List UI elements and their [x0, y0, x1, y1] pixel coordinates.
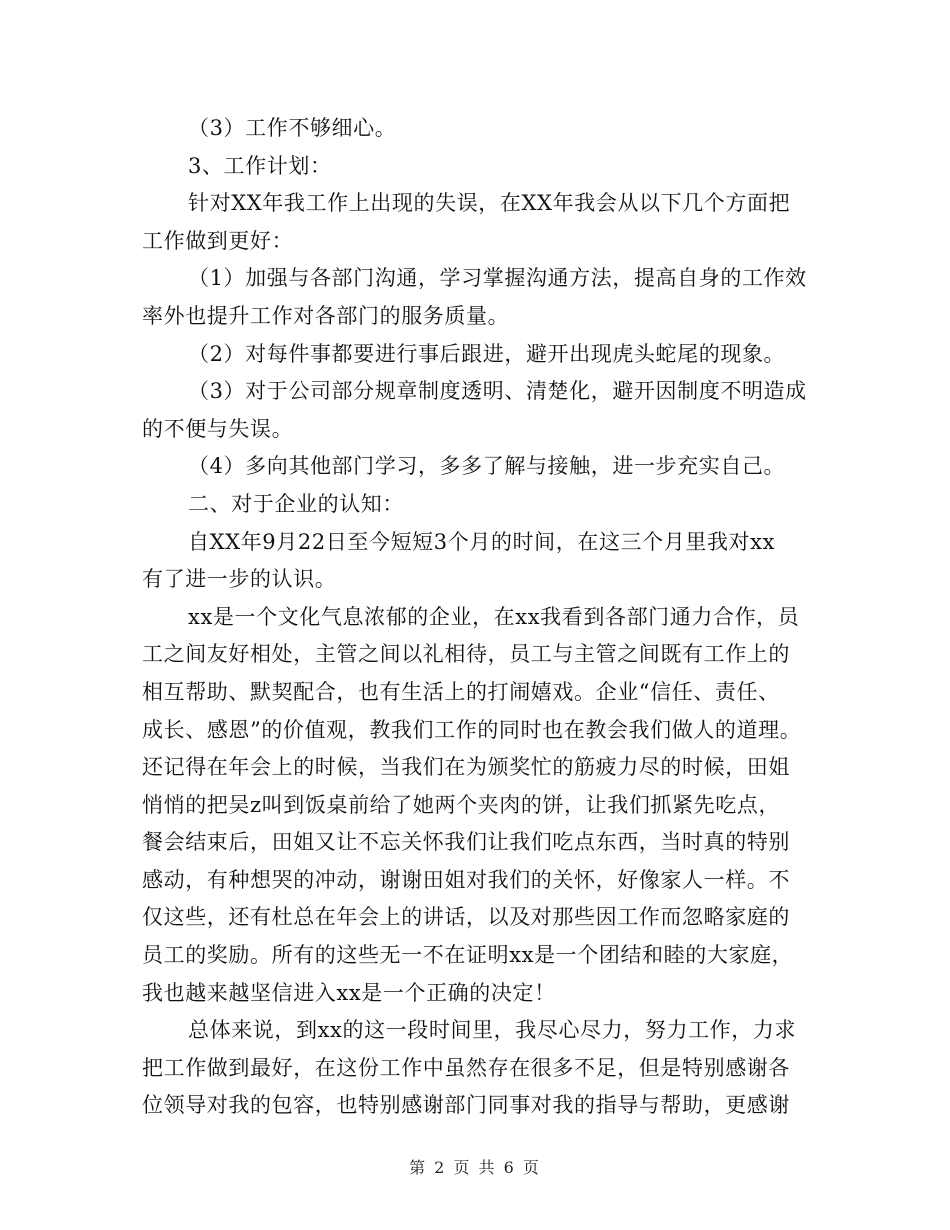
paragraph-line: （3）工作不够细心。: [188, 116, 397, 140]
paragraph-line: 率外也提升工作对各部门的服务质量。: [142, 303, 510, 328]
paragraph-line: 有了进一步的认识。: [142, 567, 337, 592]
page-footer: 第 2 页 共 6 页: [409, 1158, 541, 1177]
paragraph-line: 针对XX年我工作上出现的失误，在XX年我会从以下几个方面把: [188, 191, 791, 216]
paragraph-line: 把工作做到最好，在这份工作中虽然存在很多不足，但是特别感谢各: [142, 1055, 790, 1080]
paragraph-line: 悄悄的把吴z叫到饭桌前给了她两个夹肉的饼，让我们抓紧先吃点，: [142, 792, 781, 817]
section-heading: 3、工作计划：: [188, 153, 332, 178]
paragraph-line: 感动，有种想哭的冲动，谢谢田姐对我们的关怀，好像家人一样。不: [142, 867, 790, 892]
paragraph-line: 我也越来越坚信进入xx是一个正确的决定！: [142, 980, 556, 1005]
paragraph-line: 自XX年9月22日至今短短3个月的时间，在这三个月里我对xx: [188, 529, 776, 554]
section-heading: 二、对于企业的认知：: [188, 491, 404, 516]
document-body: [142, 110, 812, 1125]
paragraph-line: xx是一个文化气息浓郁的企业，在xx我看到各部门通力合作，员: [188, 604, 800, 629]
paragraph-line: 位领导对我的包容，也特别感谢部门同事对我的指导与帮助，更感谢: [142, 1093, 790, 1118]
paragraph-line: 相互帮助、默契配合，也有生活上的打闹嬉戏。企业“信任、责任、: [142, 679, 780, 704]
paragraph-line: （4）多向其他部门学习，多多了解与接触，进一步充实自己。: [188, 454, 786, 479]
paragraph-line: 工之间友好相处，主管之间以礼相待，员工与主管之间既有工作上的: [142, 642, 790, 667]
paragraph-line: 的不便与失误。: [142, 416, 294, 441]
paragraph-line: （3）对于公司部分规章制度透明、清楚化，避开因制度不明造成: [188, 379, 807, 404]
paragraph-line: 仅这些，还有杜总在年会上的讲话，以及对那些因工作而忽略家庭的: [142, 905, 790, 930]
paragraph-line: 总体来说，到xx的这一段时间里，我尽心尽力，努力工作，力求: [188, 1018, 797, 1043]
paragraph-line: 员工的奖励。所有的这些无一不在证明xx是一个团结和睦的大家庭，: [142, 943, 794, 968]
paragraph-line: 成长、感恩”的价值观，教我们工作的同时也在教会我们做人的道理。: [142, 717, 802, 742]
paragraph-line: （1）加强与各部门沟通，学习掌握沟通方法，提高自身的工作效: [188, 266, 807, 291]
paragraph-line: 工作做到更好：: [142, 228, 294, 253]
paragraph-line: 餐会结束后，田姐又让不忘关怀我们让我们吃点东西，当时真的特别: [142, 830, 790, 855]
paragraph-line: （2）对每件事都要进行事后跟进，避开出现虎头蛇尾的现象。: [188, 341, 786, 366]
paragraph-line: 还记得在年会上的时候，当我们在为颁奖忙的筋疲力尽的时候，田姐: [142, 755, 790, 780]
